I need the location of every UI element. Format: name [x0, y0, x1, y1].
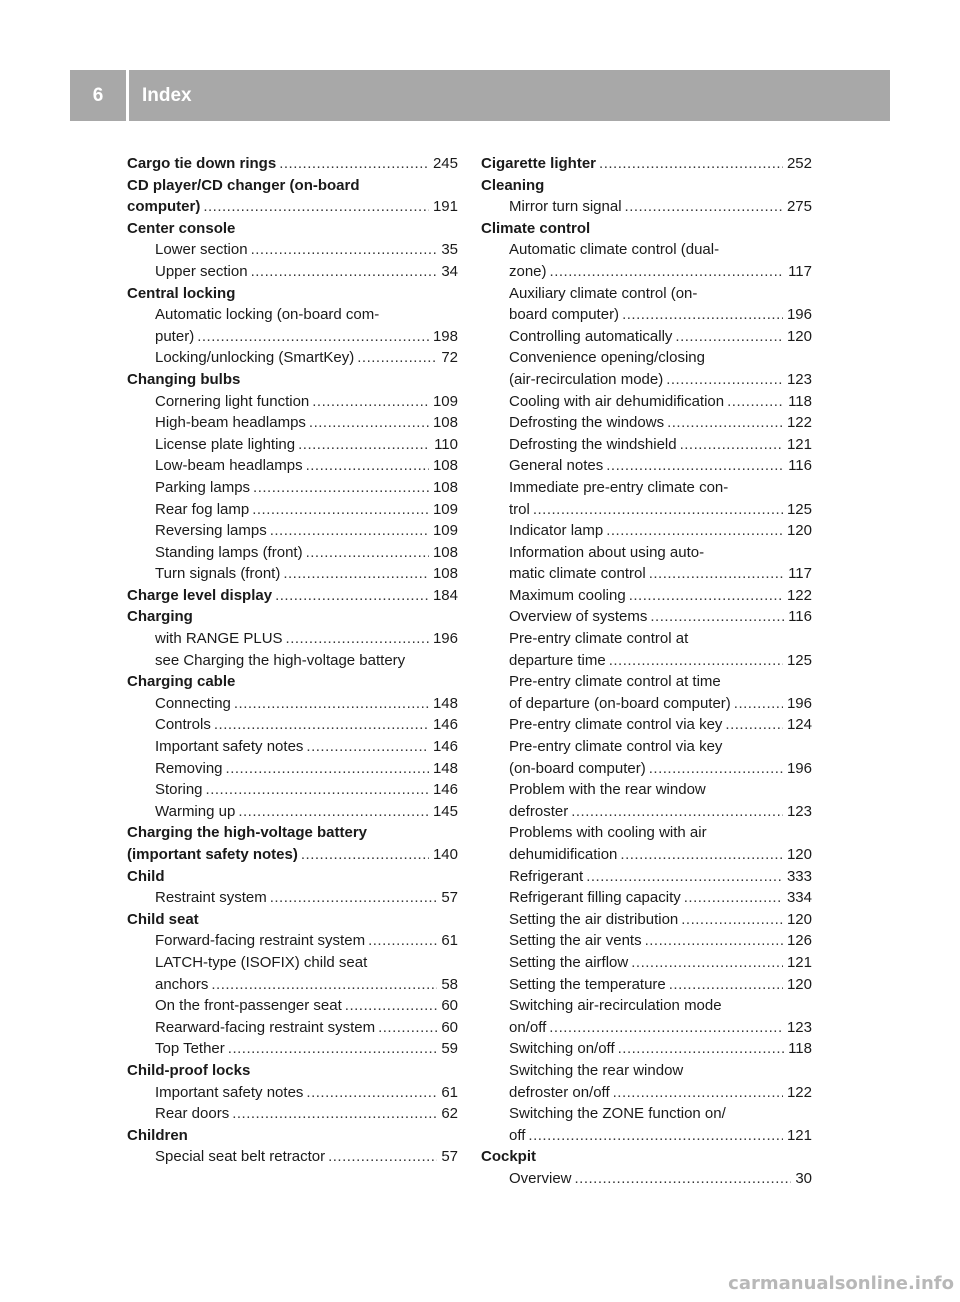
dot-leader — [251, 239, 438, 261]
index-entry-text: Overview of systems — [509, 608, 648, 626]
index-entry — [127, 412, 458, 434]
dot-leader — [680, 434, 783, 456]
index-entry-text: dehumidification — [509, 846, 618, 863]
index-entry-text: zone) — [509, 262, 547, 280]
dot-leader — [675, 326, 783, 348]
watermark: carmanualsonline.info — [728, 1273, 954, 1294]
dot-leader — [298, 434, 430, 456]
index-page-ref: 35 — [441, 241, 458, 259]
index-page-ref: 123 — [786, 370, 812, 388]
index-page-ref: 333 — [786, 867, 812, 885]
index-entry-text: Removing — [155, 759, 223, 777]
index-entry — [481, 844, 812, 866]
dot-leader — [238, 801, 429, 823]
index-entry-text: Setting the air distribution — [509, 910, 679, 928]
page-number: 6 — [92, 84, 104, 106]
index-entry — [481, 585, 812, 607]
index-entry — [481, 866, 812, 888]
index-entry — [481, 758, 812, 780]
index-entry — [481, 930, 812, 952]
index-entry-text: Parking lamps — [155, 478, 251, 496]
dot-leader — [669, 974, 783, 996]
index-page-ref: 123 — [786, 802, 812, 820]
index-entry-text: Standing lamps (front) — [155, 543, 303, 561]
index-page-ref: 110 — [434, 435, 458, 453]
index-page-ref: 116 — [788, 457, 812, 475]
index-entry — [127, 542, 458, 564]
index-entry — [481, 909, 812, 931]
index-entry — [127, 628, 458, 650]
index-page-ref: 145 — [432, 802, 458, 820]
index-entry-text: on/off — [509, 1018, 547, 1036]
index-entry — [481, 887, 812, 909]
index-page-ref: 196 — [432, 630, 458, 648]
index-page-ref: 116 — [788, 608, 812, 626]
index-text-line: Convenience opening/closing — [509, 349, 705, 367]
index-text-line: see Charging the high-voltage battery — [155, 651, 406, 669]
index-page-ref: 120 — [786, 975, 812, 993]
dot-leader — [727, 391, 784, 413]
index-page-ref: 109 — [432, 522, 458, 540]
index-entry-text: Locking/unlocking (SmartKey) — [155, 349, 355, 367]
dot-leader — [645, 930, 783, 952]
index-entry-text: Rearward-facing restraint system — [155, 1018, 376, 1036]
index-page-ref: 120 — [786, 522, 812, 540]
index-entry — [127, 520, 458, 542]
index-entry-text: Rear doors — [155, 1105, 230, 1123]
index-entry-text: of departure (on-board computer) — [509, 694, 731, 712]
index-page-ref: 30 — [795, 1169, 812, 1187]
dot-leader — [666, 369, 783, 391]
index-text-line: Auxiliary climate control (on- — [509, 284, 698, 302]
dot-leader — [599, 153, 783, 175]
index-page-ref: 122 — [786, 414, 812, 432]
index-page-ref: 146 — [432, 781, 458, 799]
index-entry-text: Controls — [155, 716, 211, 734]
index-entry-text: (on-board computer) — [509, 759, 646, 777]
dot-leader — [368, 930, 437, 952]
index-page-ref: 117 — [788, 565, 812, 583]
index-entry-text: Charge level display — [127, 586, 273, 604]
index-heading: Charging cable — [127, 673, 236, 691]
index-page-ref: 196 — [786, 759, 812, 777]
index-page-ref: 125 — [786, 651, 812, 669]
index-heading: Cockpit — [481, 1148, 537, 1166]
index-page-ref: 122 — [786, 586, 812, 604]
index-entry-text: Important safety notes — [155, 1083, 304, 1101]
index-page-ref: 59 — [441, 1040, 458, 1058]
index-heading: Child — [127, 867, 165, 885]
section-title: Index — [142, 85, 192, 106]
dot-leader — [575, 1168, 792, 1190]
dot-leader — [606, 520, 783, 542]
page-header — [70, 70, 890, 121]
index-page-ref: 62 — [441, 1105, 458, 1123]
dot-leader — [286, 628, 429, 650]
index-entry — [127, 585, 458, 607]
index-page-ref: 191 — [432, 198, 458, 216]
index-entry — [127, 1017, 458, 1039]
index-page-ref: 122 — [786, 1083, 812, 1101]
index-entry — [481, 153, 812, 175]
index-entry — [127, 930, 458, 952]
index-page-ref: 58 — [441, 975, 458, 993]
dot-leader — [586, 866, 783, 888]
index-entry-text: Important safety notes — [155, 738, 304, 756]
index-page-ref: 118 — [788, 392, 812, 410]
index-entry — [481, 261, 812, 283]
index-entry-text: Mirror turn signal — [509, 198, 622, 216]
dot-leader — [234, 693, 429, 715]
index-text-line: Pre-entry climate control at — [509, 630, 689, 648]
dot-leader — [345, 995, 438, 1017]
dot-leader — [622, 304, 783, 326]
index-page-ref: 57 — [441, 1148, 458, 1166]
index-page-ref: 108 — [432, 414, 458, 432]
index-page-ref: 121 — [786, 953, 812, 971]
index-heading: Child seat — [127, 910, 199, 928]
index-page-ref: 123 — [786, 1018, 812, 1036]
index-entry-text: defroster on/off — [509, 1083, 610, 1101]
index-page-ref: 121 — [786, 1126, 812, 1144]
index-heading: Charging the high-voltage battery — [127, 824, 368, 842]
dot-leader — [252, 499, 429, 521]
index-page-ref: 120 — [786, 910, 812, 928]
index-entry-text: Setting the air vents — [509, 932, 642, 950]
dot-leader — [275, 585, 429, 607]
dot-leader — [232, 1103, 437, 1125]
dot-leader — [312, 391, 429, 413]
dot-leader — [533, 499, 783, 521]
index-entry-text: Pre-entry climate control via key — [509, 716, 723, 734]
index-entry-text: Defrosting the windows — [509, 414, 665, 432]
index-page-ref: 34 — [441, 262, 458, 280]
dot-leader — [667, 412, 783, 434]
index-entry — [481, 434, 812, 456]
index-entry-text: Switching on/off — [509, 1040, 615, 1058]
index-entry — [481, 563, 812, 585]
dot-leader — [618, 1038, 784, 1060]
index-text-line: Problem with the rear window — [509, 781, 706, 799]
index-entry — [127, 1146, 458, 1168]
index-entry-text: with RANGE PLUS — [155, 630, 283, 648]
index-page-ref: 108 — [432, 457, 458, 475]
index-entry — [481, 1038, 812, 1060]
dot-leader — [725, 714, 783, 736]
index-entry-text: High-beam headlamps — [155, 414, 306, 432]
index-entry-text: defroster — [509, 802, 569, 820]
index-entry-text: Setting the airflow — [509, 953, 629, 971]
index-page-ref: 245 — [432, 155, 458, 172]
index-page-ref: 334 — [786, 889, 812, 907]
dot-leader — [681, 909, 783, 931]
index-entry-text: computer) — [127, 198, 201, 216]
index-entry — [127, 477, 458, 499]
index-entry-text: (air-recirculation mode) — [509, 370, 664, 388]
index-entry-text: Overview — [509, 1169, 572, 1187]
index-entry — [127, 1082, 458, 1104]
index-entry-text: Cargo tie down rings — [127, 155, 277, 172]
dot-leader — [328, 1146, 437, 1168]
index-entry-text: On the front-passenger seat — [155, 997, 342, 1015]
index-entry-text: Warming up — [155, 802, 236, 820]
index-page-ref: 252 — [786, 155, 812, 172]
header-divider — [126, 70, 129, 121]
index-page-ref: 196 — [786, 306, 812, 324]
index-entry — [481, 801, 812, 823]
index-entry-text: Special seat belt retractor — [155, 1148, 326, 1166]
index-entry — [127, 1038, 458, 1060]
dot-leader — [306, 736, 429, 758]
index-entry-text: Storing — [155, 781, 203, 799]
index-entry — [127, 801, 458, 823]
index-entry — [127, 887, 458, 909]
index-page-ref: 60 — [441, 997, 458, 1015]
dot-leader — [649, 563, 784, 585]
index-entry — [127, 261, 458, 283]
index-page-ref: 108 — [432, 565, 458, 583]
index-entry-text: Forward-facing restraint system — [155, 932, 366, 950]
index-entry-text: Maximum cooling — [509, 586, 626, 604]
index-page-ref: 198 — [432, 327, 458, 345]
index-entry — [127, 844, 458, 866]
index-entry-text: Cooling with air dehumidification — [509, 392, 725, 410]
index-page-ref: 61 — [441, 1083, 458, 1101]
dot-leader — [251, 261, 438, 283]
index-entry-text: Defrosting the windshield — [509, 435, 677, 453]
index-page-ref: 109 — [432, 392, 458, 410]
dot-leader — [226, 758, 429, 780]
dot-leader — [301, 844, 429, 866]
index-heading: Central locking — [127, 284, 236, 302]
index-entry-text: Lower section — [155, 241, 248, 259]
index-entry-text: License plate lighting — [155, 435, 296, 453]
index-page-ref: 196 — [786, 694, 812, 712]
index-entry — [127, 693, 458, 715]
index-text-line: Pre-entry climate control via key — [509, 738, 723, 756]
index-entry-text: Upper section — [155, 262, 248, 280]
dot-leader — [206, 779, 429, 801]
index-page-ref: 148 — [432, 694, 458, 712]
index-entry — [481, 391, 812, 413]
index-entry-text: Refrigerant filling capacity — [509, 889, 681, 907]
index-text-line: Problems with cooling with air — [509, 824, 707, 842]
index-heading: Children — [127, 1126, 188, 1144]
index-text-line: LATCH-type (ISOFIX) child seat — [155, 953, 368, 971]
index-entry — [127, 391, 458, 413]
index-entry-text: Rear fog lamp — [155, 500, 250, 518]
index-heading: Center console — [127, 219, 236, 237]
index-entry — [481, 606, 812, 628]
dot-leader — [306, 1082, 437, 1104]
index-page-ref: 57 — [441, 889, 458, 907]
index-heading: Child-proof locks — [127, 1061, 251, 1079]
index-heading: Charging — [127, 608, 193, 626]
index-text-line: Automatic climate control (dual- — [509, 241, 720, 259]
index-entry — [481, 974, 812, 996]
dot-leader — [650, 606, 784, 628]
dot-leader — [631, 952, 783, 974]
index-entry-text: Top Tether — [155, 1040, 225, 1058]
index-entry-text: (important safety notes) — [127, 846, 298, 863]
index-entry — [481, 1017, 812, 1039]
index-entry — [127, 434, 458, 456]
dot-leader — [613, 1082, 783, 1104]
index-entry-text: Refrigerant — [509, 867, 584, 885]
index-page-ref: 275 — [786, 198, 812, 216]
index-entry-text: puter) — [155, 327, 195, 345]
dot-leader — [528, 1125, 783, 1147]
dot-leader — [571, 801, 783, 823]
index-entry — [481, 304, 812, 326]
index-page-ref: 118 — [788, 1040, 812, 1058]
index-entry — [127, 196, 458, 218]
index-entry — [127, 326, 458, 348]
index-entry-text: anchors — [155, 975, 209, 993]
index-entry — [481, 952, 812, 974]
dot-leader — [549, 1017, 783, 1039]
dot-leader — [306, 455, 429, 477]
index-text-line: Automatic locking (on-board com- — [155, 306, 380, 324]
index-entry-text: Reversing lamps — [155, 522, 267, 540]
index-entry — [127, 455, 458, 477]
dot-leader — [228, 1038, 438, 1060]
index-entry — [127, 499, 458, 521]
index-entry — [481, 196, 812, 218]
index-page-ref: 148 — [432, 759, 458, 777]
index-entry-text: off — [509, 1126, 526, 1144]
index-heading: CD player/CD changer (on-board — [127, 176, 360, 194]
index-entry — [481, 1082, 812, 1104]
dot-leader — [629, 585, 783, 607]
index-page-ref: 121 — [786, 435, 812, 453]
dot-leader — [550, 261, 785, 283]
index-entry — [481, 693, 812, 715]
index-entry — [127, 347, 458, 369]
index-entry-text: General notes — [509, 457, 604, 475]
dot-leader — [306, 542, 429, 564]
index-entry — [481, 650, 812, 672]
index-entry — [127, 974, 458, 996]
index-entry — [127, 153, 458, 175]
dot-leader — [309, 412, 429, 434]
index-entry-text: board computer) — [509, 306, 620, 324]
dot-leader — [357, 347, 437, 369]
index-entry-text: Setting the temperature — [509, 975, 666, 993]
dot-leader — [620, 844, 783, 866]
dot-leader — [203, 196, 429, 218]
index-page-ref: 61 — [441, 932, 458, 950]
dot-leader — [211, 974, 437, 996]
index-entry — [127, 714, 458, 736]
index-page-ref: 108 — [432, 478, 458, 496]
index-heading: Climate control — [481, 219, 591, 237]
index-page-ref: 124 — [786, 716, 812, 734]
index-entry — [127, 758, 458, 780]
index-column-left — [127, 153, 458, 1168]
index-entry-text: trol — [509, 500, 530, 518]
index-entry — [481, 1168, 812, 1190]
index-page-ref: 108 — [432, 543, 458, 561]
index-entry-text: Cigarette lighter — [481, 155, 597, 172]
index-entry-text: Connecting — [155, 694, 231, 712]
index-page-ref: 125 — [786, 500, 812, 518]
dot-leader — [270, 520, 429, 542]
index-entry — [481, 412, 812, 434]
index-entry — [481, 520, 812, 542]
dot-leader — [253, 477, 429, 499]
index-page-ref: 72 — [441, 349, 458, 367]
index-page-ref: 60 — [441, 1018, 458, 1036]
index-text-line: Switching air-recirculation mode — [509, 997, 722, 1015]
index-page-ref: 146 — [432, 738, 458, 756]
dot-leader — [378, 1017, 437, 1039]
index-entry-text: Indicator lamp — [509, 522, 604, 540]
index-page-ref: 117 — [788, 262, 812, 280]
index-entry — [481, 1125, 812, 1147]
dot-leader — [279, 153, 429, 175]
index-page-ref: 146 — [432, 716, 458, 734]
index-text-line: Switching the ZONE function on/ — [509, 1105, 726, 1123]
index-entry — [127, 1103, 458, 1125]
index-entry-text: Low-beam headlamps — [155, 457, 303, 475]
index-text-line: Pre-entry climate control at time — [509, 673, 721, 691]
dot-leader — [649, 758, 783, 780]
index-heading: Cleaning — [481, 176, 545, 194]
index-entry — [481, 326, 812, 348]
index-entry-text: Restraint system — [155, 889, 267, 907]
index-entry — [127, 736, 458, 758]
dot-leader — [270, 887, 438, 909]
dot-leader — [214, 714, 429, 736]
index-entry-text: Controlling automatically — [509, 327, 673, 345]
dot-leader — [734, 693, 783, 715]
index-entry-text: Turn signals (front) — [155, 565, 281, 583]
index-page-ref: 120 — [786, 846, 812, 863]
dot-leader — [606, 455, 784, 477]
index-entry — [481, 455, 812, 477]
index-page-ref: 140 — [432, 846, 458, 863]
index-text-line: Switching the rear window — [509, 1061, 684, 1079]
index-page-ref: 126 — [786, 932, 812, 950]
index-entry — [127, 239, 458, 261]
index-text-line: Immediate pre-entry climate con- — [509, 478, 729, 496]
index-entry — [481, 714, 812, 736]
index-page-ref: 120 — [786, 327, 812, 345]
index-entry-text: departure time — [509, 651, 606, 669]
index-column-right — [481, 153, 812, 1190]
index-entry-text: Cornering light function — [155, 392, 310, 410]
index-entry — [127, 995, 458, 1017]
dot-leader — [609, 650, 783, 672]
dot-leader — [197, 326, 429, 348]
index-heading: Changing bulbs — [127, 370, 241, 388]
dot-leader — [625, 196, 783, 218]
index-entry — [481, 499, 812, 521]
index-page-ref: 184 — [432, 586, 458, 604]
index-page-ref: 109 — [432, 500, 458, 518]
dot-leader — [283, 563, 429, 585]
index-entry — [127, 779, 458, 801]
dot-leader — [684, 887, 783, 909]
index-entry — [481, 369, 812, 391]
index-text-line: Information about using auto- — [509, 543, 705, 561]
index-entry-text: matic climate control — [509, 565, 646, 583]
index-entry — [127, 563, 458, 585]
